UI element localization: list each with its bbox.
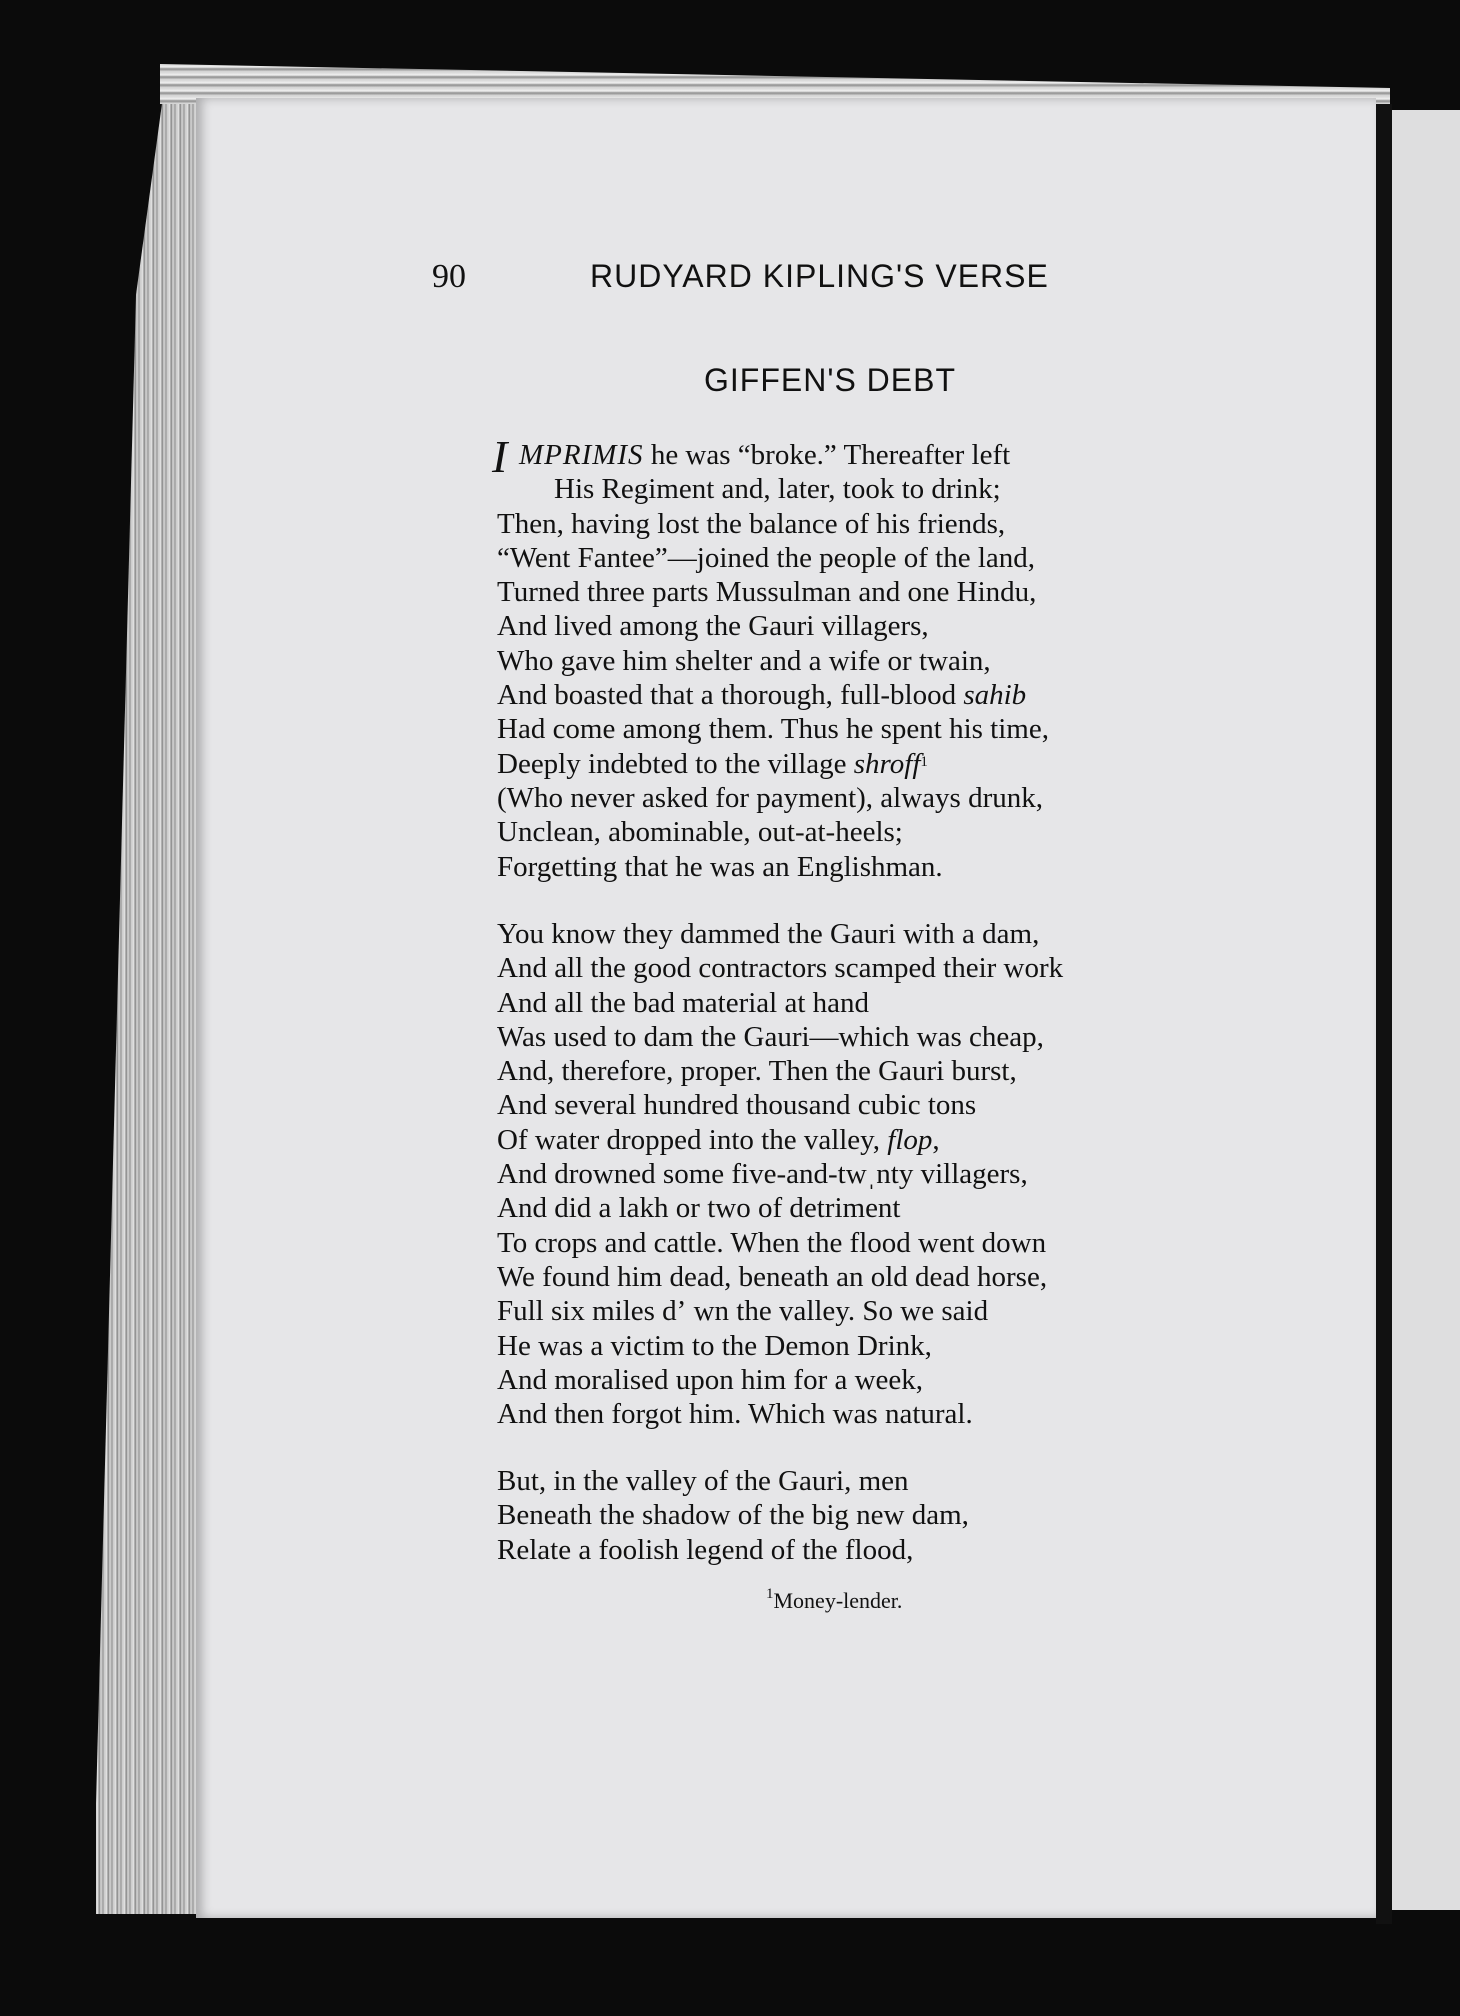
poem-line: And then forgot him. Which was natural. [497,1398,973,1431]
line-text: Of water dropped into the valley, [497,1123,888,1156]
poem-line: Forgetting that he was an Englishman. [497,850,943,883]
poem-line: Beneath the shadow of the big new dam, [497,1499,969,1532]
poem-line: And drowned some five-and-twˌnty villagers, [497,1158,1028,1191]
stanza-3 [497,1464,969,1567]
line-text: Deeply indebted to the village [497,747,854,780]
poem-line: And did a lakh or two of detriment [497,1192,901,1225]
running-title: RUDYARD KIPLING'S VERSE [590,258,1049,294]
opening-word: MPRIMIS [519,439,644,471]
poem-line: Of water dropped into the valley, flop, [497,1123,940,1156]
line-text: he was “broke.” Thereafter left [643,439,1011,471]
poem-line: And lived among the Gauri villagers, [497,610,929,643]
poem-line: And, therefore, proper. Then the Gauri burst, [497,1055,1017,1088]
italic-word-sahib: sahib [963,679,1027,712]
footnote [766,1588,902,1614]
italic-word-shroff: shroff [853,747,921,780]
facing-page [1392,110,1460,1910]
poem-line: Then, having lost the balance of his friends, [497,507,1006,540]
poem-line: He was a victim to the Demon Drink, [497,1329,932,1362]
poem-line: We found him dead, beneath an old dead horse, [497,1260,1048,1293]
footnote-marker: 1 [766,1586,774,1602]
stanza-2 [497,917,1063,1431]
poem-line [497,678,1049,712]
page-header [432,258,1122,304]
stanza-1 [497,438,1049,884]
poem-line: Had come among them. Thus he spent his time, [497,713,1049,746]
poem-line [497,747,1049,781]
italic-word-flop: flop [887,1123,933,1156]
drop-cap: I [492,431,508,482]
poem-line: And all the bad material at hand [497,986,870,1019]
poem-line: Who gave him shelter and a wife or twain, [497,644,991,677]
poem-line: And all the good contractors scamped their work [497,952,1064,985]
poem-line: You know they dammed the Gauri with a dam, [497,918,1040,950]
poem-line: Full six miles dʼ wn the valley. So we said [497,1295,989,1328]
poem-title: GIFFEN'S DEBT [704,362,957,398]
poem-line: And moralised upon him for a week, [497,1363,924,1396]
line-text: And boasted that a thorough, full-blood [497,679,964,712]
poem-line: His Regiment and, later, took to drink; [554,473,1001,506]
poem-line: To crops and cattle. When the flood went down [497,1226,1047,1259]
poem-line: Unclean, abominable, out-at-heels; [497,816,903,849]
poem-line: And several hundred thousand cubic tons [497,1089,977,1122]
book-gutter [1376,104,1392,1924]
poem-line: Was used to dam the Gauri—which was cheap, [497,1020,1044,1053]
poem-line [497,438,1049,472]
poem-line: Relate a foolish legend of the flood, [497,1533,914,1566]
page-number: 90 [432,258,466,295]
footnote-text: Money-lender. [773,1588,903,1613]
poem-line: But, in the valley of the Gauri, men [497,1465,909,1497]
poem-line: “Went Fantee”—joined the people of the land, [497,541,1036,574]
footnote-marker: 1 [920,753,928,770]
poem-line: Turned three parts Mussulman and one Hindu, [497,576,1037,609]
poem-line: (Who never asked for payment), always drunk, [497,781,1043,814]
